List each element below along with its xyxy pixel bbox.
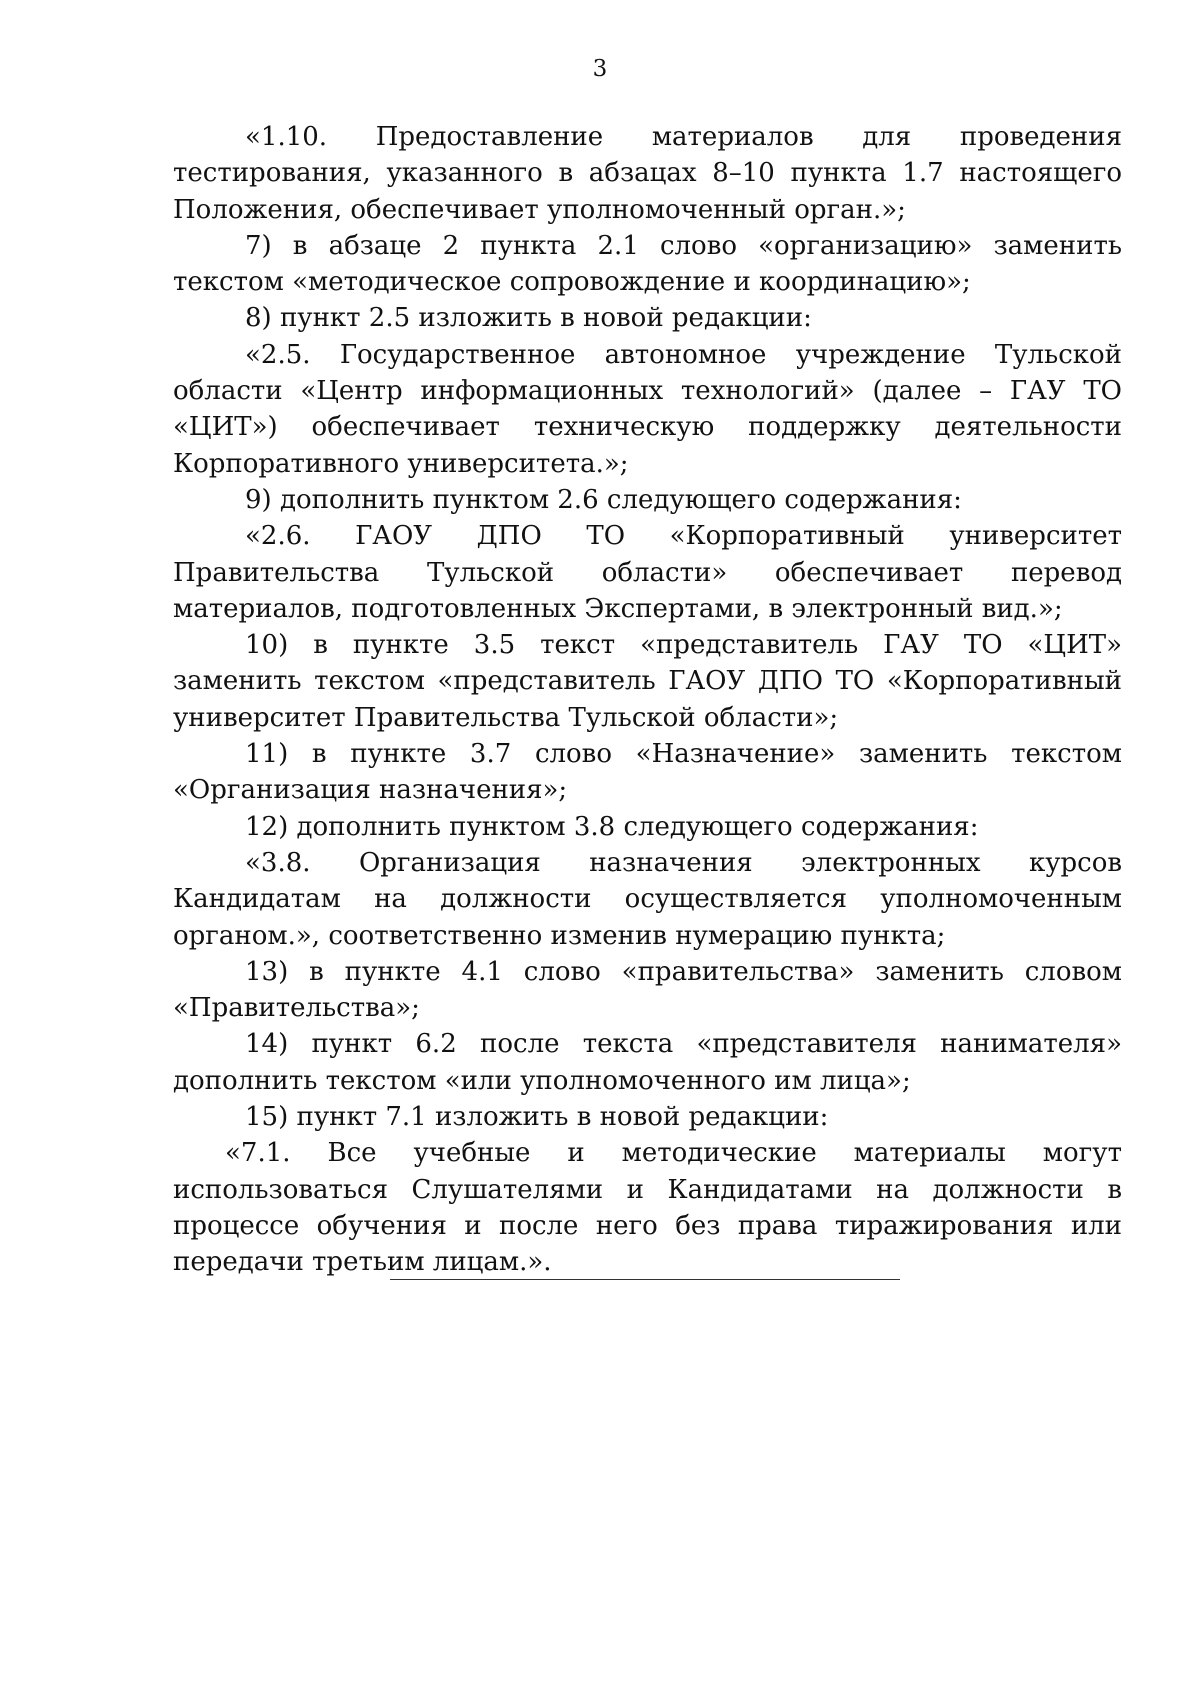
paragraph-item-15: 15) пункт 7.1 изложить в новой редакции:: [245, 1102, 829, 1133]
paragraph-item-13: 13) в пункте 4.1 слово «правительства» заменить словом «Правительства»;: [173, 956, 1122, 1024]
paragraph-item-11: 11) в пункте 3.7 слово «Назначение» заменить текстом «Организация назначения»;: [173, 739, 1122, 806]
paragraph-item-14: 14) пункт 6.2 после текста «представителя нанимателя» дополнить текстом «или уполномоченного им лица»;: [173, 1029, 1122, 1096]
paragraph-item-12: 12) дополнить пунктом 3.8 следующего содержания:: [245, 811, 979, 842]
paragraph-item-7: 7) в абзаце 2 пункта 2.1 слово «организацию» заменить текстом «методическое сопровождение и координацию»;: [173, 230, 1122, 298]
paragraph-2-6-text: «2.6. ГАОУ ДПО ТО «Корпоративный университет Правительства Тульской области» обеспечивает перевод материалов, подготовленных Экспертами, в электронный вид.»;: [173, 521, 1122, 624]
paragraph-7-1-text: «7.1. Все учебные и методические материалы могут использоваться Слушателями и Кандидатами на должности в процессе обучения и после него без права тиражирования или передачи третьим лицам.».: [173, 1138, 1122, 1278]
end-of-document-divider: [390, 1279, 900, 1280]
paragraph-item-8: 8) пункт 2.5 изложить в новой редакции:: [245, 303, 812, 334]
paragraph-item-10: 10) в пункте 3.5 текст «представитель ГАУ ТО «ЦИТ» заменить текстом «представитель ГАОУ ДПО ТО «Корпоративный университет Правительства Тульской области»;: [173, 630, 1122, 733]
document-body: [173, 119, 1122, 1281]
paragraph-item-9: 9) дополнить пунктом 2.6 следующего содержания:: [245, 484, 962, 515]
paragraph-1-10-text: «1.10. Предоставление материалов для проведения тестирования, указанного в абзацах 8–10 пункта 1.7 настоящего Положения, обеспечивает уполномоченный орган.»;: [173, 122, 1122, 225]
paragraph-3-8-text: «3.8. Организация назначения электронных курсов Кандидатам на должности осуществляется уполномоченным органом.», соответственно изменив нумерацию пункта;: [173, 847, 1122, 951]
page-number: 3: [592, 56, 608, 82]
paragraph-2-5-text: «2.5. Государственное автономное учреждение Тульской области «Центр информационных технологий» (далее – ГАУ ТО «ЦИТ») обеспечивает техническую поддержку деятельности Корпоративного университета.»;: [173, 339, 1122, 479]
